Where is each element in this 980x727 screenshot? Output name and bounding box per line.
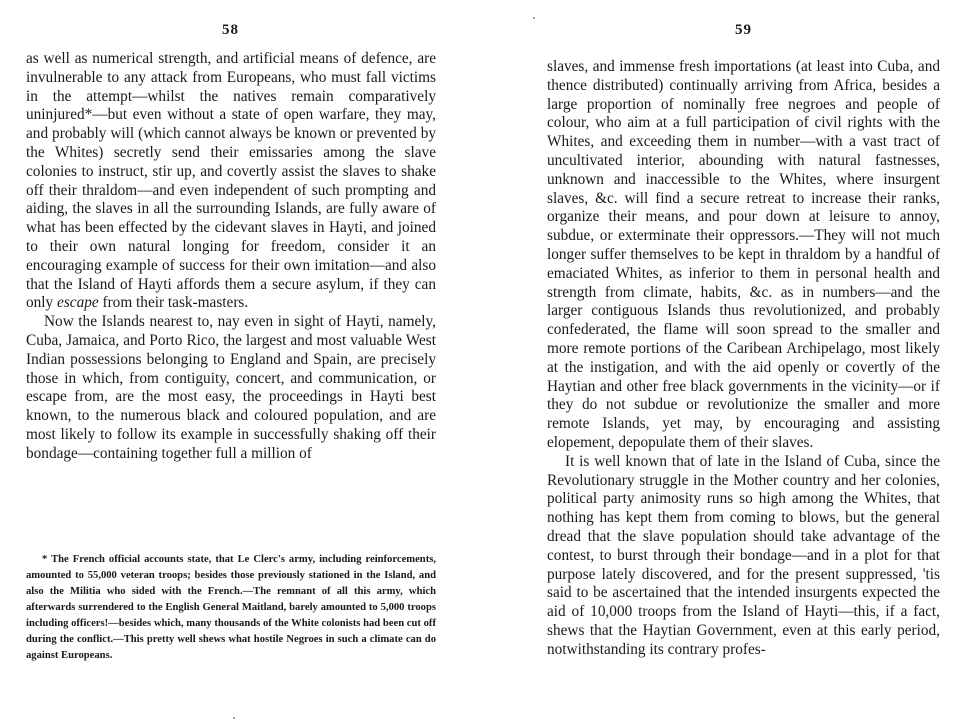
page-number-left: 58 — [222, 22, 239, 38]
right-page — [490, 0, 980, 727]
print-speck — [233, 717, 235, 719]
right-paragraph-1: slaves, and immense fresh importations (at least into Cuba, and thence distributed) continually arriving from Africa, besides a large proportion of nominally free negroes and people of colour, who aim at a full participation of civil rights with the Whites, and exceeding them in number—with a vast tract of uncultivated interior, abounding with natural fastnesses, unknown and inaccessible to the Whites, where insurgent slaves, &c. will find a secure retreat to increase their ranks, organize their means, and pour down at leisure to annoy, subdue, or exterminate their oppressors.—They will not much longer suffer themselves to be kept in thraldom by a handful of emaciated Whites, as inferior to them in personal health and strength from climate, habits, &c. as in numbers—and the larger contiguous Islands thus revolutionized, and probably confederated, the flame will soon spread to the smaller and more remote portions of the Caribean Archipelago, most likely at the instigation, and with the aid openly or covertly of the Haytian and other free black governments in the vicinity—or if they do not subdue or revolutionize the smaller and more remote Islands, yet may, by encouraging and assisting elopement, depopulate them of their slaves. — [547, 58, 940, 451]
page-number-right: 59 — [735, 22, 752, 38]
left-paragraph-1-emphasis: escape — [57, 294, 99, 312]
print-speck — [533, 17, 535, 19]
right-paragraph-2: It is well known that of late in the Island of Cuba, since the Revolutionary struggle in the Mother country and her colonies, political party animosity runs so high among the Whites, that nothing has kept them from coming to blows, but the general dread that the slave population should take advantage of the contest, to burst through their bondage—and in a plot for that purpose lately discovered, and for the present suppressed, 'tis said to be ascertained that the intended insurgents expected the aid of 10,000 troops from the Island of Hayti—this, if a fact, shews that the Haytian Government, even at this early period, notwithstanding its contrary profes- — [547, 452, 940, 658]
left-page-body — [26, 50, 436, 464]
left-paragraph-1 — [26, 50, 436, 313]
footnote: * The French official accounts state, that Le Clerc's army, including reinforcements, amounted to 55,000 veteran troops; besides those previously stationed in the Island, and also the Militia who sided with the French.—The remnant of all this army, which afterwards surrendered to the English General Maitland, barely amounted to 5,000 troops including officers!—besides which, many thousands of the White colonists had been cut off during the conflict.—This pretty well shews what hostile Negroes in such a climate can do against Europeans. — [26, 554, 436, 661]
left-paragraph-1-text: as well as numerical strength, and artificial means of defence, are invulnerable to any attack from Europeans, who must fall victims in the attempt—whilst the natives remain comparatively uninjured*—but even without a state of open warfare, they may, and probably will (which cannot always be known or prevented by the Whites) secretly send their emissaries among the slave colonies to instruct, stir up, and covertly assist the slaves to shake off their thraldom—and even independent of such prompting and aiding, the slaves in all the surrounding Islands, are fully aware of what has been effected by the cidevant slaves in Hayti, and joined to their own natural longing for freedom, consider it an encouraging example of success for their own imitation—and also that the Island of Hayti affords them a secure asylum, if they can only — [26, 50, 436, 312]
left-paragraph-2: Now the Islands nearest to, nay even in sight of Hayti, namely, Cuba, Jamaica, and Porto Rico, the largest and most valuable West Indian possessions belonging to England and Spain, are precisely those in which, from contiguity, concert, and communication, or escape from, are the most easy, the proceedings in Hayti best known, to the numerous black and coloured population, and are most likely to follow its example in successfully shaking off their bondage—containing together full a million of — [26, 313, 436, 462]
left-paragraph-1-end: from their task-masters. — [102, 294, 249, 312]
right-page-body — [547, 58, 940, 660]
